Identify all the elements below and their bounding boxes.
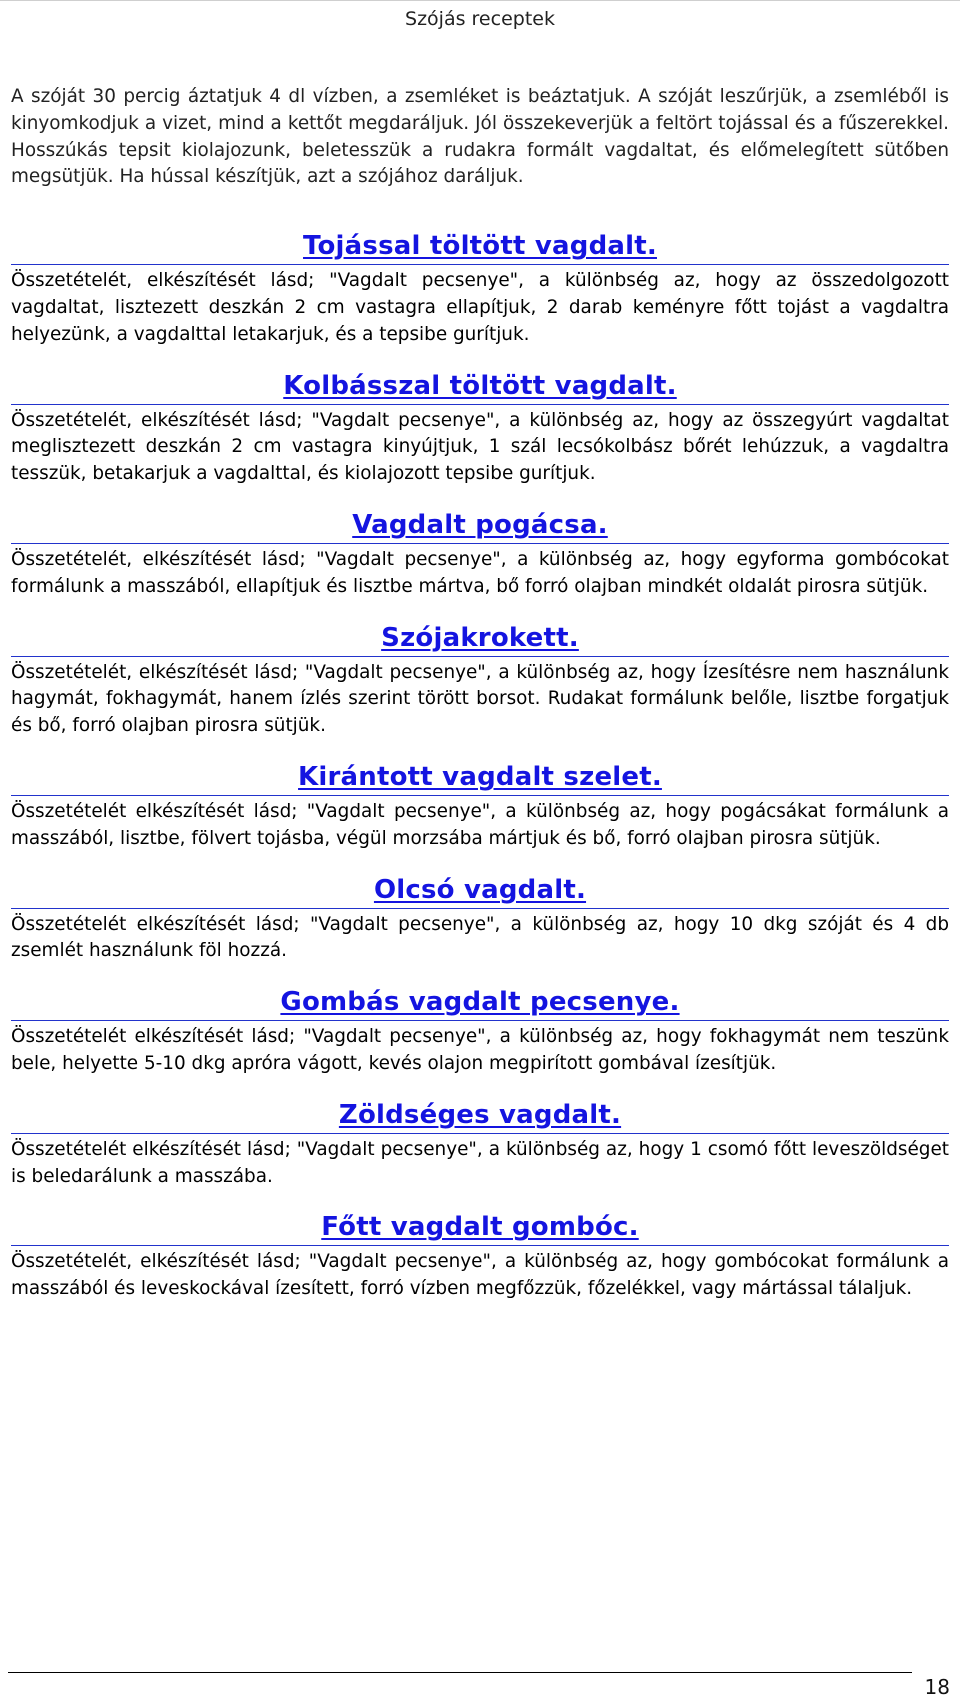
recipe-section-pogacsa — [11, 508, 949, 601]
recipe-section-gombas — [11, 985, 949, 1078]
recipe-section-gomboc — [11, 1210, 949, 1303]
recipe-text: Összetételét, elkészítését lásd; "Vagdalt pecsenye", a különbség az, hogy gombócokat formálunk a masszából és leveskockával ízesített, forró vízben megfőzzük, főzelékkel, vagy mártással tálaljuk. — [11, 1251, 949, 1300]
section-rule — [11, 543, 949, 544]
recipe-title: Tojással töltött vagdalt. — [303, 231, 657, 262]
recipe-text: Összetételét elkészítését lásd; "Vagdalt pecsenye", a különbség az, hogy 10 dkg szóját és 4 db zsemlét használunk föl hozzá. — [11, 913, 949, 962]
recipe-title: Kirántott vagdalt szelet. — [298, 761, 662, 792]
recipe-text: Összetételét, elkészítését lásd; "Vagdalt pecsenye", a különbség az, hogy egyforma gombócokat formálunk a masszából, ellapítjuk és lisztbe mártva, bő forró olajban mindkét oldalát pirosra sütjük. — [11, 548, 949, 597]
page-content — [11, 84, 949, 1303]
section-rule — [11, 264, 949, 265]
recipe-title: Zöldséges vagdalt. — [338, 1099, 622, 1130]
section-rule — [11, 795, 949, 796]
section-rule — [11, 656, 949, 657]
running-header: Szójás receptek — [405, 8, 555, 30]
recipe-text: Összetételét elkészítését lásd; "Vagdalt pecsenye", a különbség az, hogy 1 csomó főtt leveszöldséget is beledarálunk a masszába. — [11, 1138, 949, 1187]
page-number: 18 — [924, 1675, 950, 1699]
section-rule — [11, 1020, 949, 1021]
section-rule — [11, 908, 949, 909]
intro-paragraph: A szóját 30 percig áztatjuk 4 dl vízben, a zsemléket is beáztatjuk. A szóját leszűrjük, a zsemléből is kinyomkodjuk a vizet, mind a kettőt megdaráljuk. Jól összekeverjük a feltört tojással és a fűszerekkel. Hosszúkás tepsit kiolajozunk, beletesszük a rudakra formált vagdaltat, és előmelegített sütőben megsütjük. Ha hússal készítjük, azt a szójához daráljuk. — [11, 86, 949, 188]
recipe-text: Összetételét, elkészítését lásd; "Vagdalt pecsenye", a különbség az, hogy az összegyúrt vagdaltat meglisztezett deszkán 2 cm vastagra kinyújtjuk, 1 szál lecsókolbász bőrét lehúzzuk, a vagdaltra tesszük, betakarjuk a vagdalttal, és kiolajozott tepsibe gurítjuk. — [11, 409, 949, 485]
recipe-title: Főtt vagdalt gombóc. — [321, 1212, 639, 1243]
section-rule — [11, 1245, 949, 1246]
recipe-section-olcso — [11, 873, 949, 966]
recipe-section-zoldseges — [11, 1098, 949, 1191]
recipe-title: Vagdalt pogácsa. — [352, 509, 608, 540]
recipe-text: Összetételét elkészítését lásd; "Vagdalt pecsenye", a különbség az, hogy pogácsákat formálunk a masszából, lisztbe, fölvert tojásba, végül morzsába mártjuk és bő, forró olajban pirosra sütjük. — [11, 800, 949, 849]
recipe-title: Gombás vagdalt pecsenye. — [280, 987, 680, 1018]
recipe-section-kolbasszal — [11, 369, 949, 488]
recipe-section-tojassal — [11, 229, 949, 348]
recipe-section-szojakrokett — [11, 621, 949, 740]
recipe-title: Szójakrokett. — [381, 622, 579, 653]
recipe-text: Összetételét, elkészítését lásd; "Vagdalt pecsenye", a különbség az, hogy Ízesítésre nem használunk hagymát, fokhagymát, hanem ízlés szerint törött borsot. Rudakat formálunk belőle, lisztbe forgatjuk és bő, forró olajban pirosra sütjük. — [11, 661, 949, 737]
footer-rule — [8, 1672, 912, 1673]
section-rule — [11, 1133, 949, 1134]
recipe-title: Olcsó vagdalt. — [373, 874, 587, 905]
header-rule — [0, 0, 960, 1]
recipe-title: Kolbásszal töltött vagdalt. — [283, 370, 677, 401]
recipe-text: Összetételét, elkészítését lásd; "Vagdalt pecsenye", a különbség az, hogy az összedolgozott vagdaltat, lisztezett deszkán 2 cm vastagra ellapítjuk, 2 darab keményre főtt tojást a vagdaltra helyezünk, a vagdalttal letakarjuk, és a tepsibe gurítjuk. — [11, 270, 949, 345]
recipe-text: Összetételét elkészítését lásd; "Vagdalt pecsenye", a különbség az, hogy fokhagymát nem teszünk bele, helyette 5-10 dkg apróra vágott, kevés olajon megpirított gombával ízesítjük. — [11, 1026, 949, 1074]
recipe-section-kirantott — [11, 760, 949, 853]
section-rule — [11, 404, 949, 405]
